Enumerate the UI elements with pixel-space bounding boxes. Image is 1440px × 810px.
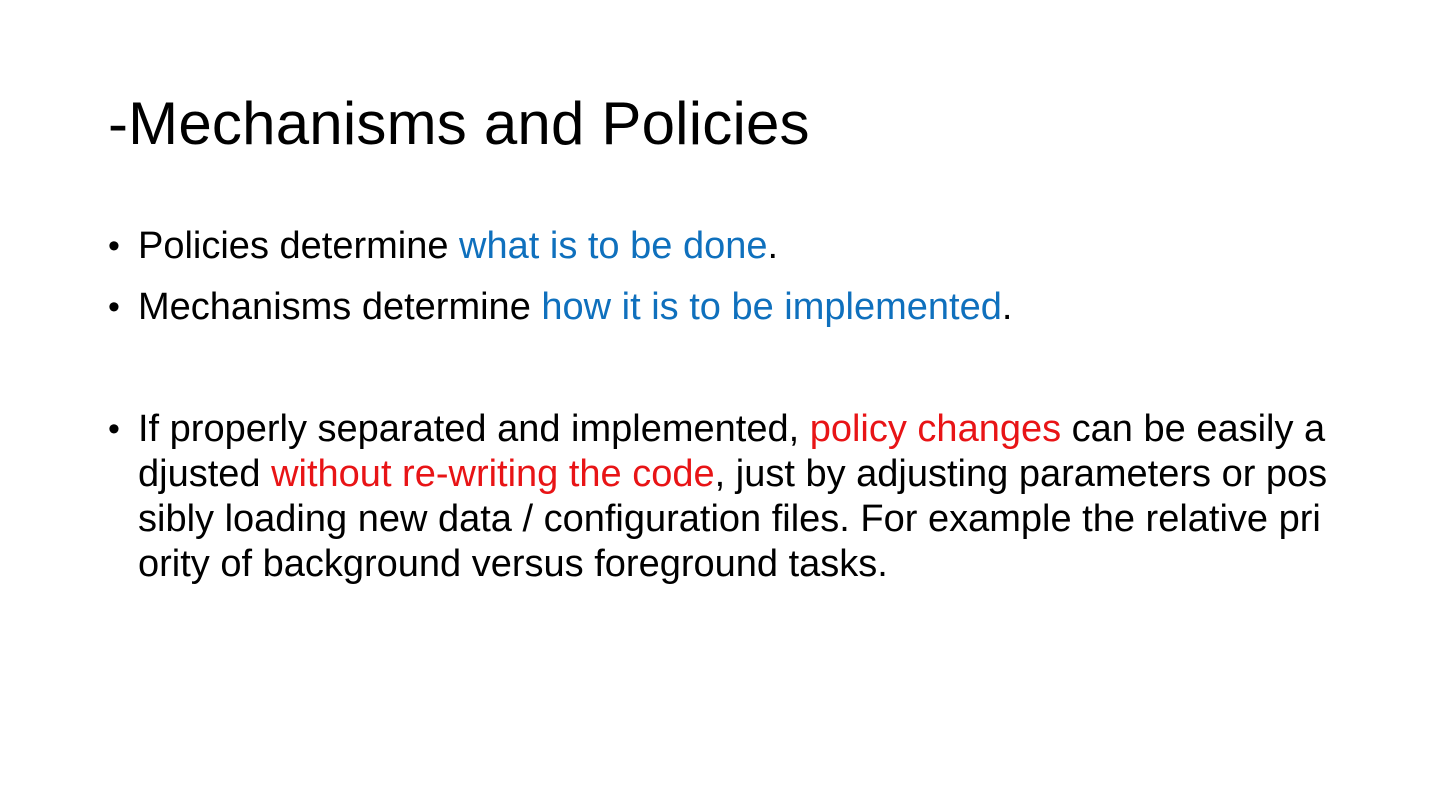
bullet-marker: • xyxy=(108,410,120,448)
bullet-text: , just by adjusting parameters or possibly loading new data / configuration files. For example the relative priority of background versus foreground tasks. xyxy=(138,453,1328,585)
slide-title: -Mechanisms and Policies xyxy=(108,90,810,157)
bullet-text: . xyxy=(767,225,779,267)
emphasis-text: policy changes xyxy=(809,408,1062,450)
bullet-item-policies xyxy=(108,224,1340,269)
bullet-marker: • xyxy=(108,288,120,326)
highlight-text: how it is to be implemented xyxy=(541,286,1002,328)
bullet-text: Mechanisms determine xyxy=(138,286,542,328)
bullet-list xyxy=(108,224,1340,587)
bullet-text: If properly separated and implemented, xyxy=(138,408,810,450)
bullet-text: Policies determine xyxy=(138,225,460,267)
bullet-item-mechanisms xyxy=(108,285,1340,330)
bullet-text: can be easily adjusted xyxy=(138,408,1326,495)
bullet-item-separation xyxy=(108,407,1340,587)
bullet-text: . xyxy=(1001,286,1013,328)
emphasis-text: without re-writing the code xyxy=(271,453,715,495)
bullet-marker: • xyxy=(108,227,120,265)
highlight-text: what is to be done xyxy=(459,225,768,267)
